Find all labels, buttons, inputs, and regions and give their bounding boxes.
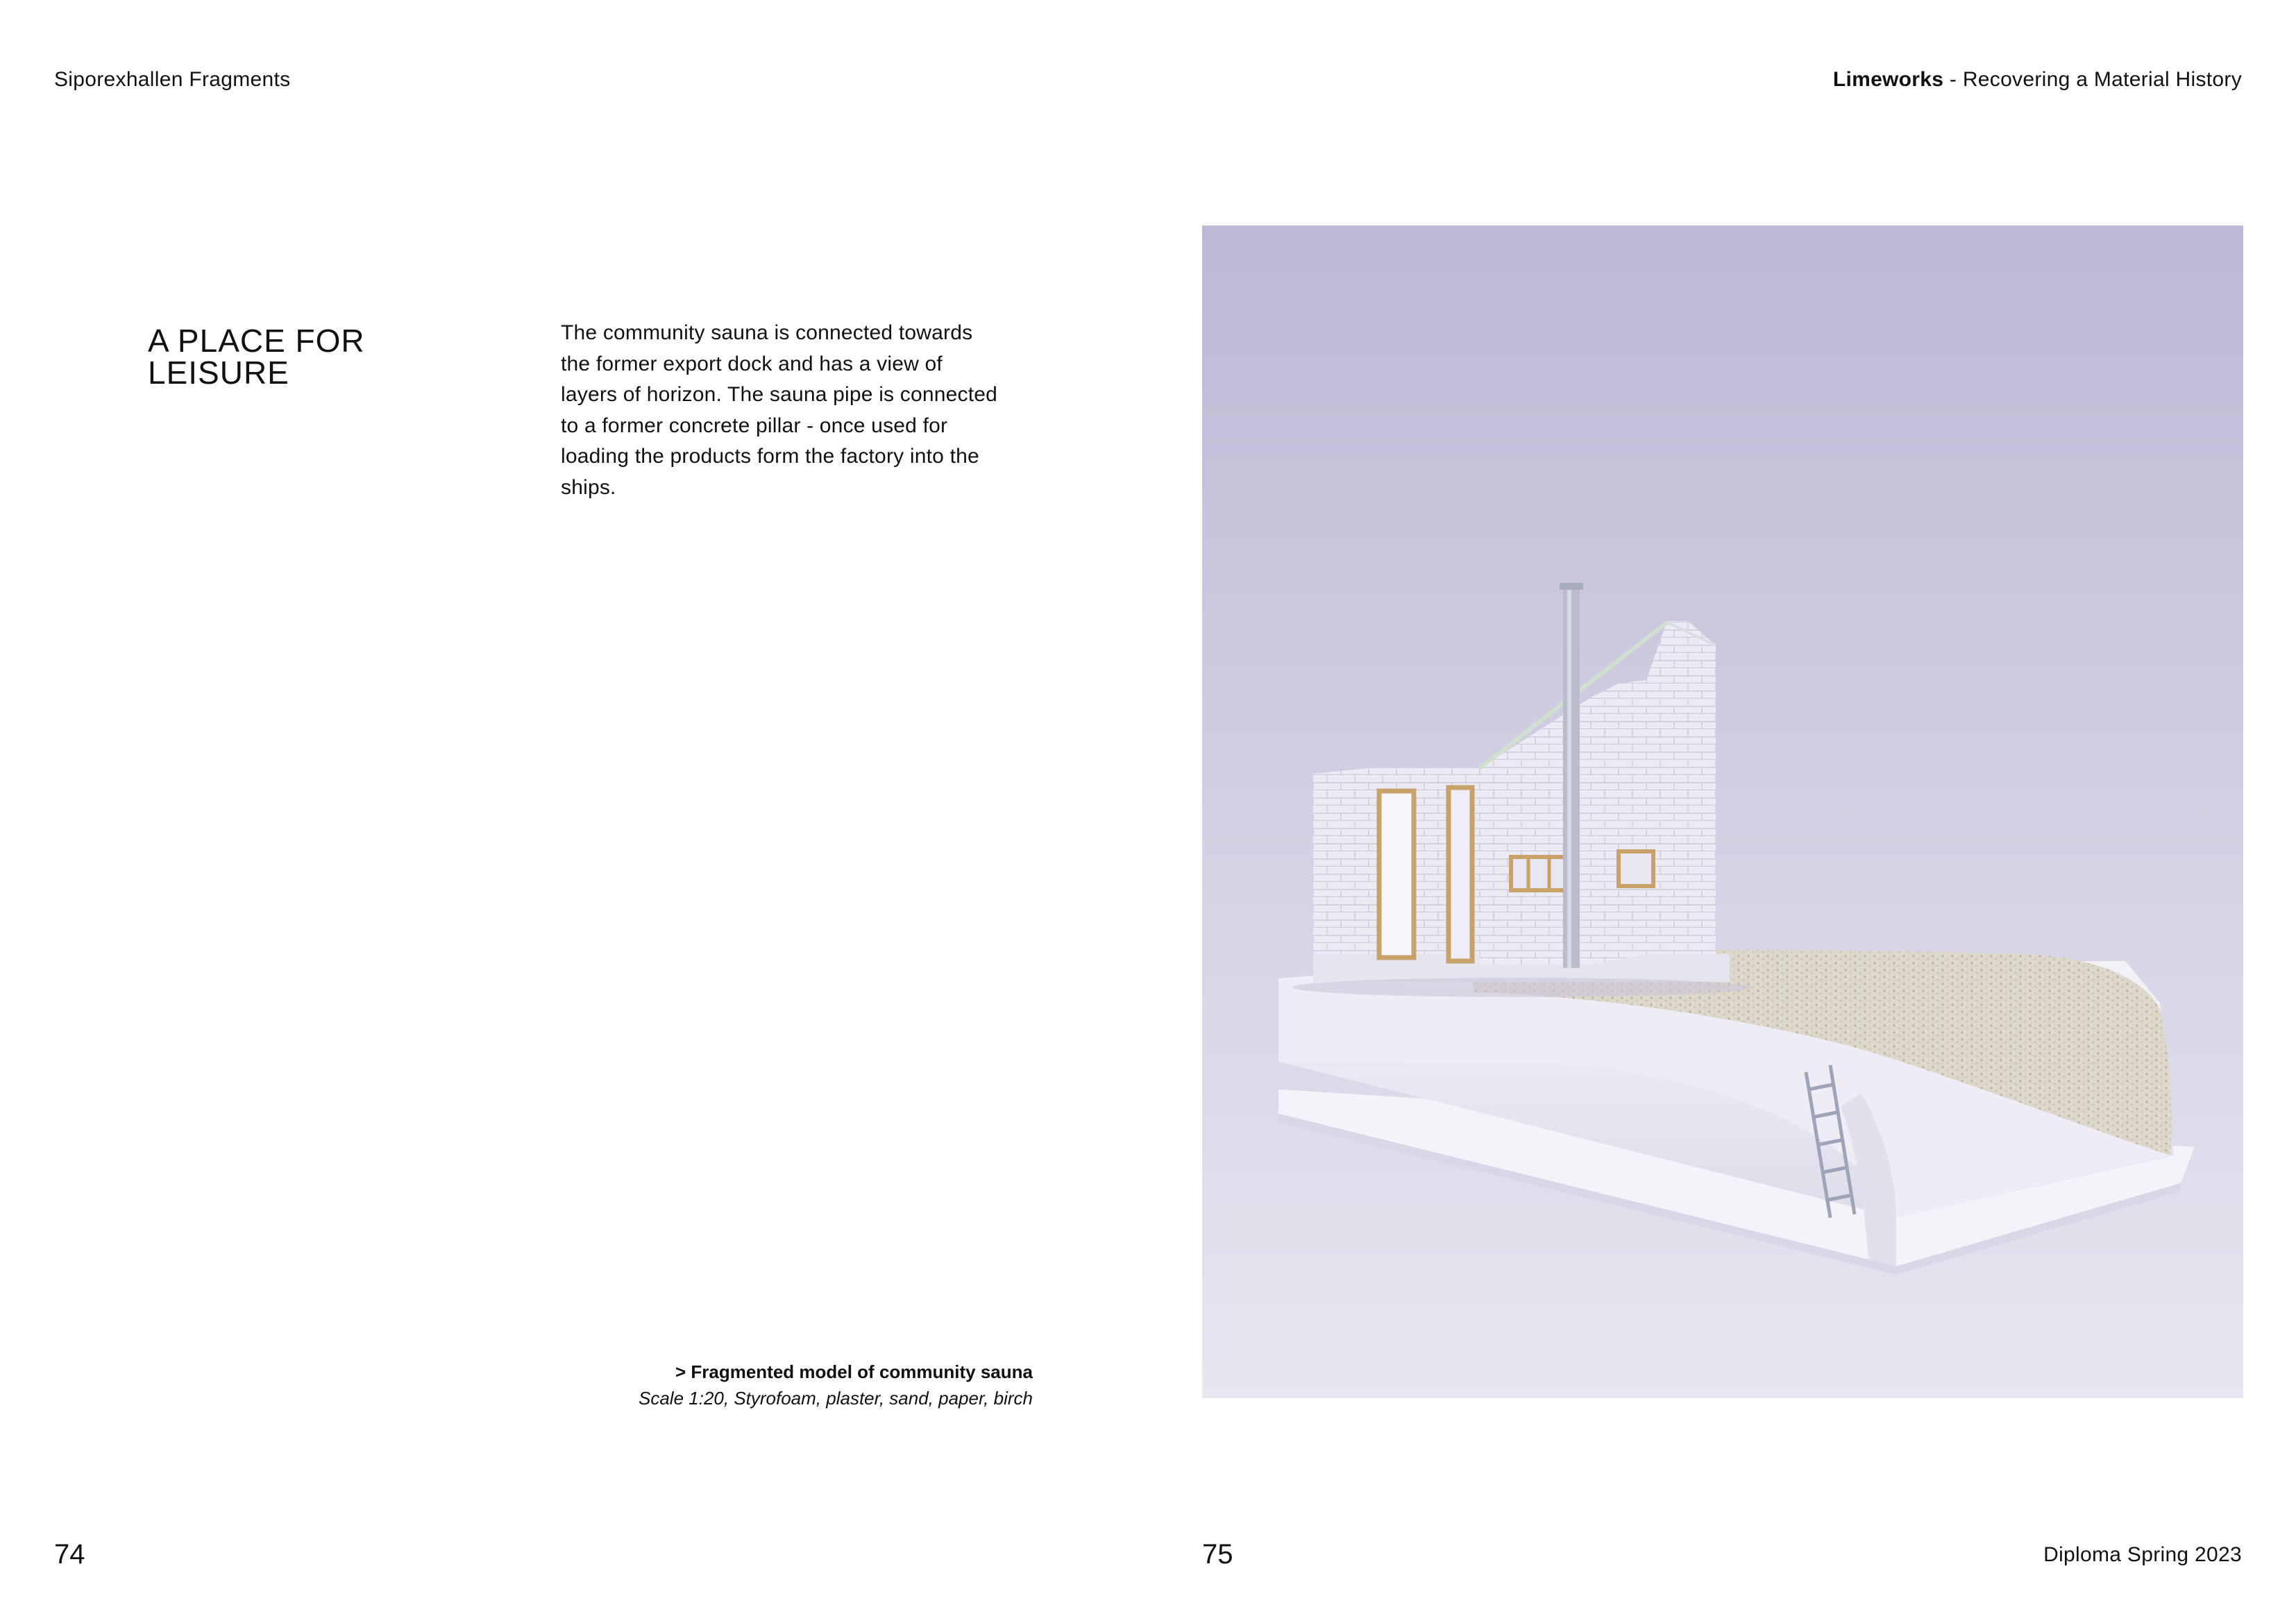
body-paragraph bbox=[561, 318, 1047, 503]
sauna-pipe bbox=[1560, 583, 1583, 968]
section-title-line-1: A PLACE FOR bbox=[148, 323, 365, 359]
running-header-right bbox=[1833, 68, 2242, 92]
body-line: to a former concrete pillar - once used for bbox=[561, 414, 948, 437]
figure-caption bbox=[639, 1359, 1033, 1411]
sauna-model-photo bbox=[1202, 226, 2243, 1398]
section-title bbox=[148, 325, 439, 389]
body-line: the former export dock and has a view of bbox=[561, 352, 943, 375]
sauna-left-wall bbox=[1313, 768, 1369, 983]
caption-title: > Fragmented model of community sauna bbox=[675, 1361, 1033, 1382]
caption-materials: Scale 1:20, Styrofoam, plaster, sand, paper, birch bbox=[639, 1388, 1033, 1409]
section-title-line-2: LEISURE bbox=[148, 355, 289, 391]
running-header-project: Limeworks bbox=[1832, 68, 1944, 91]
running-header-left: Siporexhallen Fragments bbox=[54, 68, 291, 91]
body-line: ships. bbox=[561, 475, 616, 499]
page-number-right: 75 bbox=[1202, 1539, 1233, 1570]
page-number-left: 74 bbox=[54, 1539, 85, 1570]
edition-label: Diploma Spring 2023 bbox=[2043, 1543, 2242, 1566]
body-line: loading the products form the factory into the bbox=[561, 445, 979, 468]
running-header-subtitle: - Recovering a Material History bbox=[1943, 68, 2242, 91]
sauna-model-illustration bbox=[1202, 226, 2243, 1398]
body-line: The community sauna is connected towards bbox=[561, 321, 973, 344]
body-line: layers of horizon. The sauna pipe is connected bbox=[561, 383, 998, 406]
